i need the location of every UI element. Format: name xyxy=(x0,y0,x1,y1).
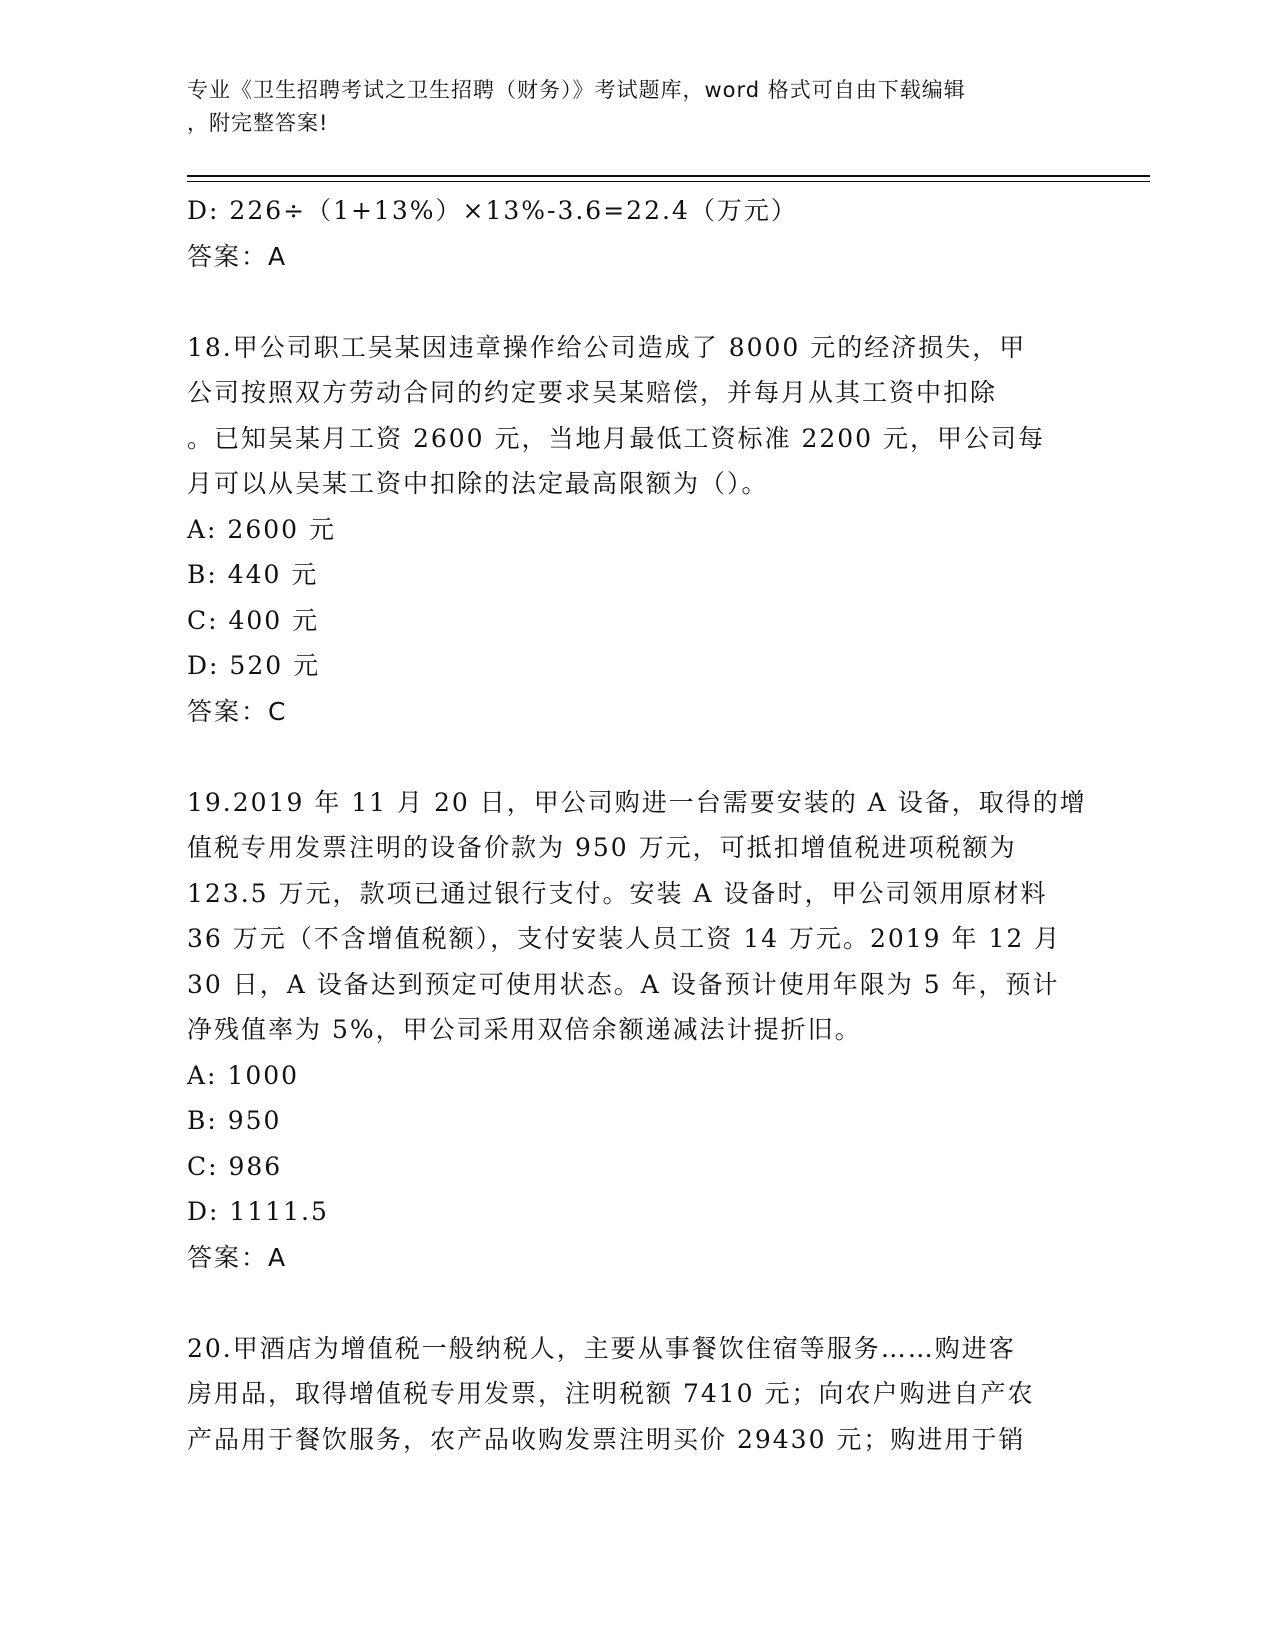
question-text-line: 月可以从吴某工资中扣除的法定最高限额为（）。 xyxy=(187,469,769,498)
document-body xyxy=(187,188,1087,1462)
spacer xyxy=(187,279,1087,325)
header-rule xyxy=(187,175,1150,177)
question-text-line: 18.甲公司职工吴某因违章操作给公司造成了 8000 元的经济损失，甲 xyxy=(187,332,1027,362)
question-18 xyxy=(187,325,1087,735)
question-text-line: 值税专用发票注明的设备价款为 950 万元，可抵扣增值税进项税额为 xyxy=(187,833,1017,862)
previous-question-tail xyxy=(187,188,1087,279)
question-text-line: 公司按照双方劳动合同的约定要求吴某赔偿，并每月从其工资中扣除 xyxy=(187,378,998,407)
header-rule-thin xyxy=(187,181,1150,182)
answer-line: 答案：A xyxy=(187,241,288,271)
question-19 xyxy=(187,780,1087,1281)
spacer xyxy=(187,734,1087,780)
question-text-line: 19.2019 年 11 月 20 日，甲公司购进一台需要安装的 A 设备，取得的增 xyxy=(187,787,1087,817)
question-text-line: 30 日，A 设备达到预定可使用状态。A 设备预计使用年限为 5 年，预计 xyxy=(187,969,1060,999)
option-c: C: 400 元 xyxy=(187,605,320,635)
question-text-line: 36 万元（不含增值税额），支付安装人员工资 14 万元。2019 年 12 月 xyxy=(187,924,1062,953)
option-c: C: 986 xyxy=(187,1151,283,1181)
page-header xyxy=(187,74,1087,140)
question-20 xyxy=(187,1326,1087,1463)
header-line-2: ，附完整答案! xyxy=(187,111,329,135)
option-d: D: 1111.5 xyxy=(187,1197,329,1226)
option-a: A: 1000 xyxy=(187,1060,300,1090)
header-line-1: 专业《卫生招聘考试之卫生招聘（财务）》考试题库，word 格式可自由下载编辑 xyxy=(187,78,966,102)
question-text-line: 净残值率为 5%，甲公司采用双倍余额递减法计提折旧。 xyxy=(187,1015,862,1044)
answer-line: 答案：C xyxy=(187,696,288,726)
answer-line: 答案：A xyxy=(187,1242,288,1272)
option-d: D: 226÷（1+13%）×13%-3.6=22.4（万元） xyxy=(187,196,798,225)
question-text-line: 产品用于餐饮服务，农产品收购发票注明买价 29430 元；购进用于销 xyxy=(187,1424,1026,1454)
option-b: B: 950 xyxy=(187,1106,282,1135)
option-a: A: 2600 元 xyxy=(187,514,336,544)
question-text-line: 。已知吴某月工资 2600 元，当地月最低工资标准 2200 元，甲公司每 xyxy=(187,423,1046,453)
spacer xyxy=(187,1280,1087,1326)
question-text-line: 房用品，取得增值税专用发票，注明税额 7410 元；向农户购进自产农 xyxy=(187,1379,1035,1408)
option-d: D: 520 元 xyxy=(187,651,321,680)
option-b: B: 440 元 xyxy=(187,560,319,589)
question-text-line: 123.5 万元，款项已通过银行支付。安装 A 设备时，甲公司领用原材料 xyxy=(187,878,1048,908)
question-text-line: 20.甲酒店为增值税一般纳税人，主要从事餐饮住宿等服务……购进客 xyxy=(187,1333,1016,1363)
